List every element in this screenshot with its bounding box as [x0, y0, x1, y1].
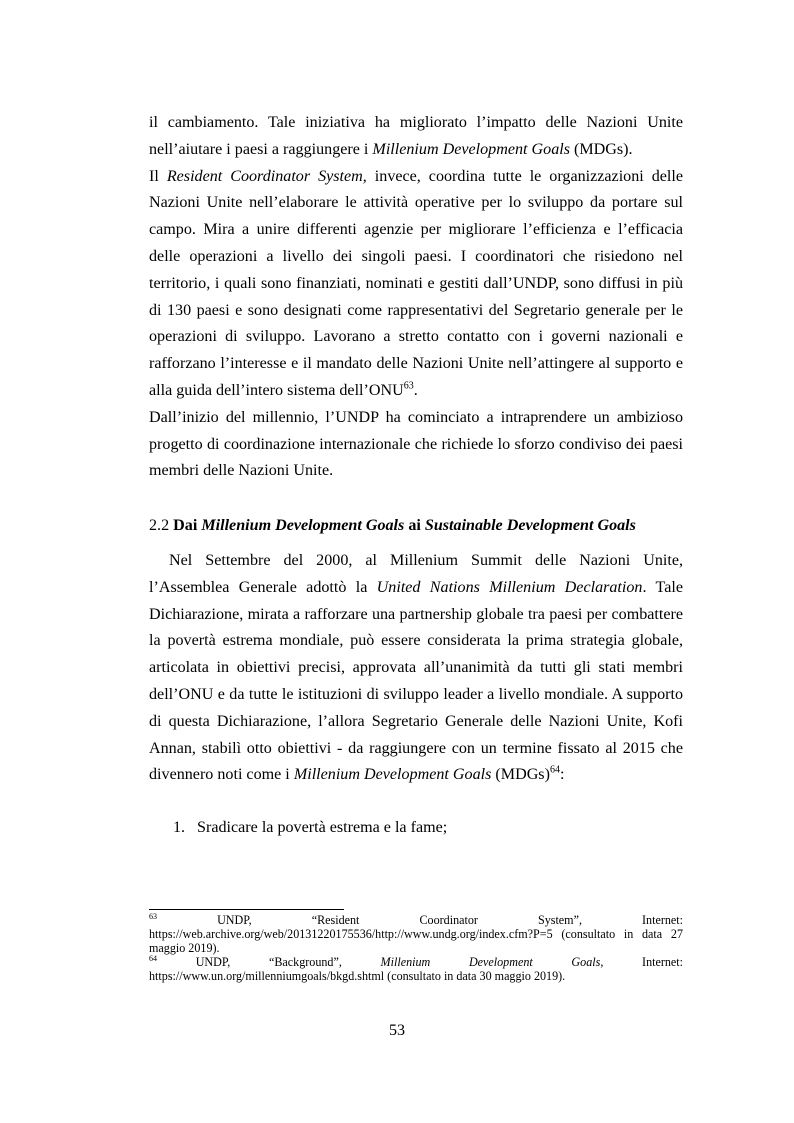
footnote-ref-64: 64 — [549, 764, 560, 776]
paragraph-4: Nel Settembre del 2000, al Millenium Summit delle Nazioni Unite, l’Assemblea Generale adottò la United Nations Millenium Declaration. Tale Dichiarazione, mirata a rafforzare una partnership globale tra paesi per combattere la povertà estrema mondiale, può essere considerata la prima strategia globale, articolata in obiettivi precisi, approvata all’unanimità da tutti gli stati membri dell’ONU e da tutte le istituzioni di sviluppo leader a livello mondiale. A supporto di questa Dichiarazione, l’allora Segretario Generale delle Nazioni Unite, Kofi Annan, stabilì otto obiettivi - da raggiungere con un termine fissato al 2015 che divennero noti come i Millenium Development Goals (MDGs)$^{64}$: — [149, 551, 683, 784]
section-heading: 2.2 Dai Millenium Development Goals ai Sustainable Development Goals — [149, 517, 636, 535]
numbered-list — [149, 815, 683, 842]
footnote-63: $^{63}$ UNDP, “Resident Coordinator System”, Internet: https://web.archive.org/web/20131220175536/http://www.undg.org/index.cfm?P=5 (consultato in data 27 maggio 2019). — [149, 911, 683, 955]
page-number: 53 — [388, 1022, 406, 1039]
footnote-64: $^{64}$ UNDP, “Background”, Millenium Development Goals, Internet: https://www.un.org/millenniumgoals/bkgd.shtml (consultato in data 30 maggio 2019). — [149, 953, 684, 983]
list-item: 1. Sradicare la povertà estrema e la fame; — [173, 819, 448, 837]
paragraph-3: Dall’inizio del millennio, l’UNDP ha cominciato a intraprendere un ambizioso progetto di coordinazione internazionale che richiede lo sforzo condiviso dei paesi membri delle Nazioni Unite. — [149, 408, 683, 480]
footnote-divider — [149, 909, 344, 910]
footnotes — [149, 913, 683, 983]
paragraph-2: Il Resident Coordinator System, invece, coordina tutte le organizzazioni delle Nazioni Unite nell’elaborare le attività operative per lo sviluppo da portare sul campo. Mira a unire differenti agenzie per migliorare l’efficienza e l’efficacia delle operazioni a livello dei singoli paesi. I coordinatori che risiedono nel territorio, i quali sono finanziati, nominati e gestiti dall’UNDP, sono diffusi in più di 130 paesi e sono designati come rappresentativi del Segretario generale per le operazioni di sviluppo. Lavorano a stretto contatto con i governi nazionali e rafforzano l’interesse e il mandato delle Nazioni Unite nell’attingere al supporto e alla guida dell’intero sistema dell’ONU$^{63}$. — [149, 167, 683, 399]
paragraph-1: il cambiamento. Tale iniziativa ha migliorato l’impatto delle Nazioni Unite nell’aiutare i paesi a raggiungere i Millenium Development Goals (MDGs). — [149, 114, 683, 158]
footnote-ref-63: 63 — [403, 380, 414, 392]
page-body — [149, 110, 683, 842]
